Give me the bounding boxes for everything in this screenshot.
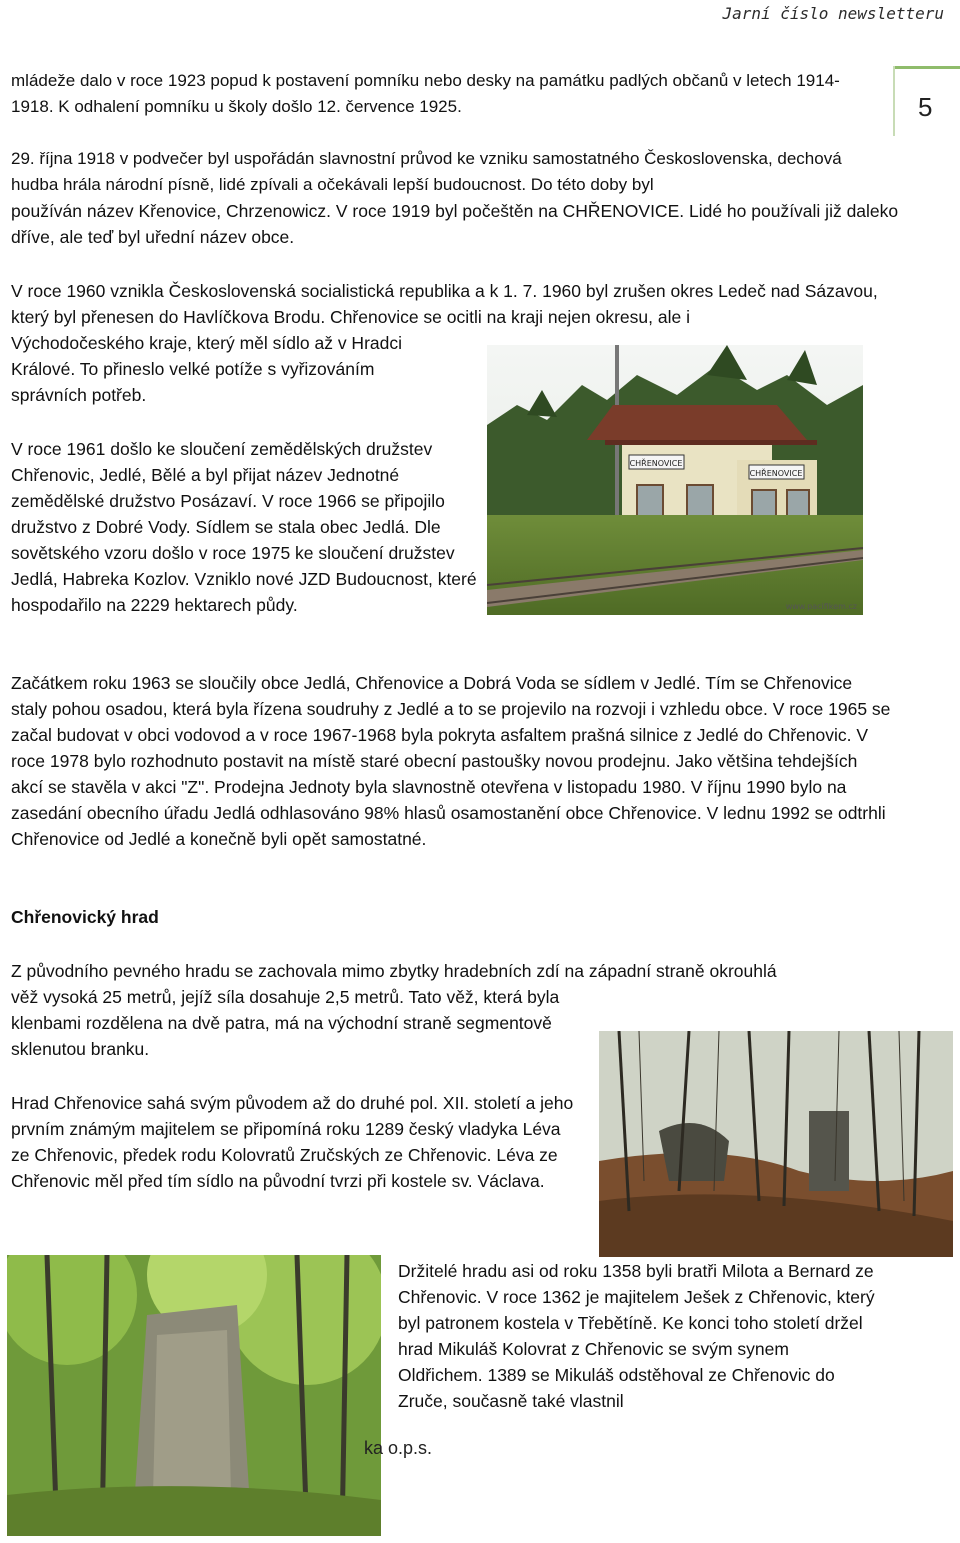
castle-ruin-forest-photo: [599, 1031, 953, 1257]
page-corner-rule-vertical: [893, 66, 895, 136]
paragraph-1918: 29. října 1918 v podvečer byl uspořádán slavnostní průvod ke vzniku samostatného Československa, dechová hudba hrála národní písně, lidé zpívali a očekávali lepší budoucnost. Do této doby byl: [11, 149, 842, 194]
castle-tower-green-forest-photo: [7, 1255, 381, 1536]
photo-watermark: www.pacifikem.cz: [785, 602, 857, 611]
station-sign-2: CHŘENOVICE: [749, 469, 803, 478]
page-number: 5: [918, 92, 933, 122]
railway-station-photo: [487, 345, 863, 615]
paragraph-1960-cont: Východočeského kraje, který měl sídlo až v Hradci Králové. To přineslo velké potíže s vyřizováním správních potřeb.: [11, 333, 402, 405]
page-corner-rule: [893, 66, 960, 69]
paragraph-1963: Začátkem roku 1963 se sloučily obce Jedlá, Chřenovice a Dobrá Voda se sídlem v Jedlé. Tím se Chřenovice staly pohou osadou, která byla řízena soudruhy z Jedlé a to se projevilo na rozvoji i vzhledu obce. V roce 1965 se začal budovat v obci vodovod a v roce 1967-1968 byla pokryta asfaltem prašná silnice z Jedlé do Chřenovic. V roce 1978 bylo rozhodnuto postavit na místě staré obecní pastoušky novou prodejnu. Jako většina tehdejších akcí se stavěla v akci "Z". Prodejna Jednoty byla slavnostně otevřena v listopadu 1980. V říjnu 1990 bylo na zasedání obecního úřadu Jedlá odhlasováno 98% hlasů osamostanění obce Chřenovice. V lednu 1992 se odtrhli Chřenovice od Jedlé a konečně byli opět samostatné.: [11, 673, 891, 849]
paragraph-castle-owners: Držitelé hradu asi od roku 1358 byli bratři Milota a Bernard ze Chřenovic. V roce 1362 je majitelem Ješek z Chřenovic, který byl patronem kostela v Třebětíně. Ke konci toho století držel hrad Mikuláš Kolovrat z Chřenovic se svým synem Oldřichem. 1389 se Mikuláš odstěhoval ze Chřenovic do Zruče, současně také vlastnil: [398, 1261, 875, 1411]
paragraph-castle-tower-cont: věž vysoká 25 metrů, jejíž síla dosahuje 2,5 metrů. Tato věž, která byla klenbami rozdělena na dvě patra, má na východní straně segmentově sklenutou branku.: [11, 987, 560, 1059]
paragraph-castle-tower: Z původního pevného hradu se zachovala mimo zbytky hradebních zdí na západní straně okrouhlá: [11, 961, 777, 981]
paragraph-castle-origin: Hrad Chřenovice sahá svým původem až do druhé pol. XII. století a jeho prvním známým majitelem se připomíná roku 1289 český vladyka Léva ze Chřenovic, předek rodu Kolovratů Zručských ze Chřenovic. Léva ze Chřenovic měl před tím sídlo na původní tvrzi při kostele sv. Václava.: [11, 1093, 574, 1191]
paragraph-name-change: používán název Křenovice, Chrzenowicz. V roce 1919 byl počeštěn na CHŘENOVICE. Lidé ho používali již daleko dříve, ale teď byl uřední název obce.: [11, 201, 899, 247]
paragraph-1961: V roce 1961 došlo ke sloučení zemědělských družstev Chřenovic, Jedlé, Bělé a byl přijat název Jednotné zemědělské družstvo Posázaví. V roce 1966 se připojilo družstvo z Dobré Vody. Sídlem se stala obec Jedlá. Dle sovětského vzoru došlo v roce 1975 ke sloučení družstev Jedlá, Habreka Kozlov. Vzniklo nové JZD Budoucnost, které hospodařilo na 2229 hektarech půdy.: [11, 439, 477, 615]
footer-organization: ka o.p.s.: [364, 1438, 433, 1458]
station-sign-1: CHŘENOVICE: [629, 459, 683, 468]
paragraph-memorial: mládeže dalo v roce 1923 popud k postavení pomníku nebo desky na památku padlých občanů v letech 1914-1918. K odhalení pomníku u školy došlo 12. července 1925.: [11, 71, 840, 116]
section-heading-castle: Chřenovický hrad: [11, 907, 159, 927]
paragraph-1960: V roce 1960 vznikla Československá socialistická republika a k 1. 7. 1960 byl zrušen okres Ledeč nad Sázavou, který byl přenesen do Havlíčkova Brodu. Chřenovice se ocitli na kraji nejen okresu, ale i: [11, 281, 878, 327]
newsletter-title: Jarní číslo newsletteru: [722, 4, 944, 23]
